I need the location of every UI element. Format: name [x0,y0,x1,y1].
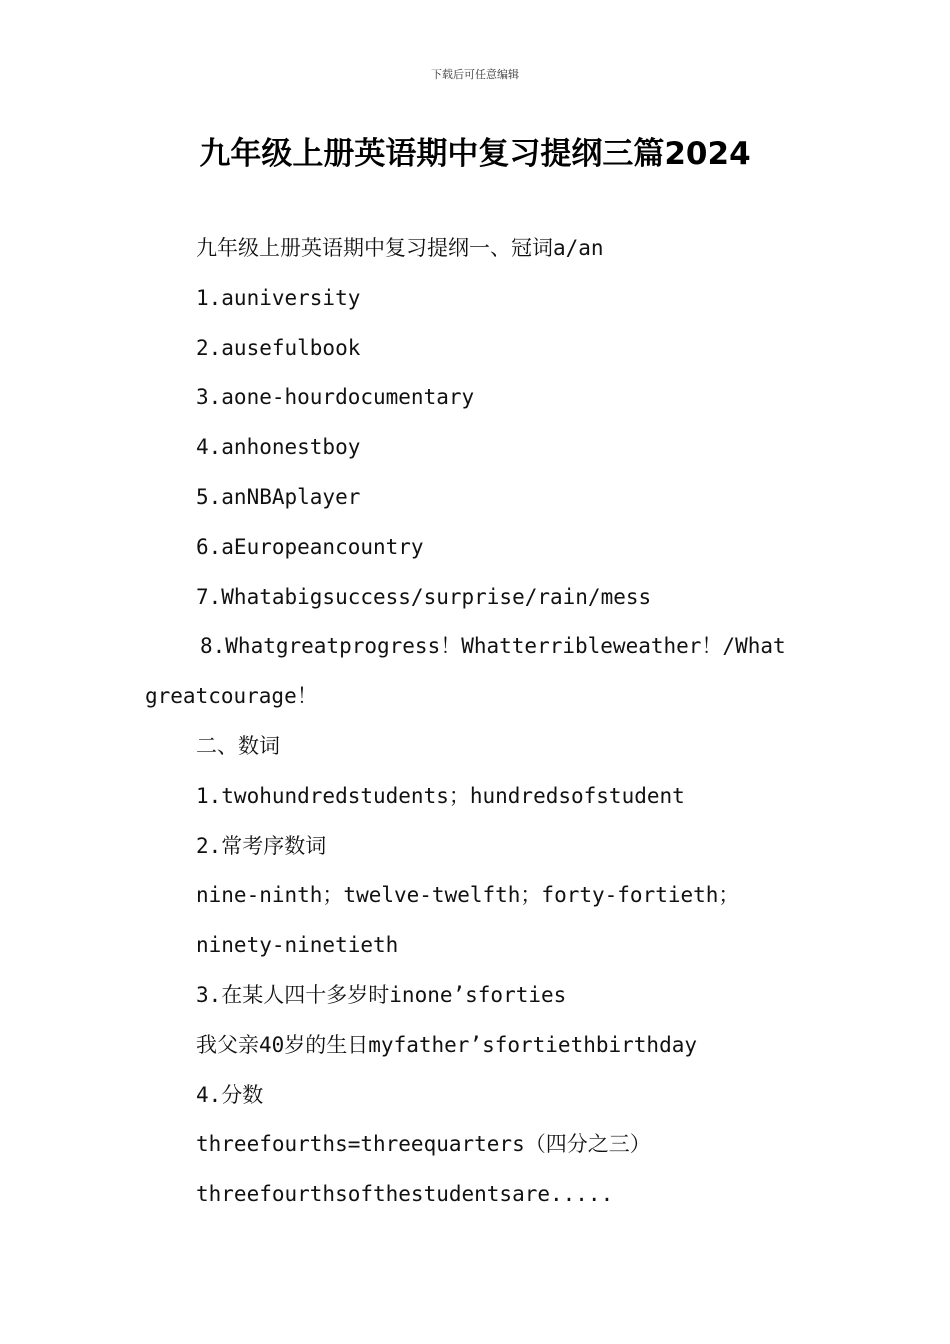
text-line: 8.Whatgreatprogress！Whatterribleweather！/What [200,634,786,659]
text-line: 3.在某人四十多岁时inone’sforties [196,982,567,1007]
text-line: greatcourage！ [145,684,318,709]
text-line: nine-ninth；twelve-twelfth；forty-fortieth； [196,883,740,908]
text-line: 2.ausefulbook [196,335,361,360]
document-title: 九年级上册英语期中复习提纲三篇2024 [199,136,751,172]
text-line: ninety-ninetieth [196,933,399,958]
text-line: 1.auniversity [196,285,361,310]
text-line: 6.aEuropeancountry [196,534,424,559]
text-line: 4.分数 [196,1082,264,1107]
text-line: 3.aone-hourdocumentary [196,385,475,410]
text-line: 5.anNBAplayer [196,484,361,509]
text-line: 1.twohundredstudents；hundredsofstudent [196,783,685,808]
text-line: threefourths=threequarters（四分之三） [196,1132,651,1157]
text-line: threefourthsofthestudentsare..... [196,1182,614,1207]
text-line: 2.常考序数词 [196,833,327,858]
text-line: 7.Whatabigsuccess/surprise/rain/mess [196,584,652,609]
header-note: 下载后可任意编辑 [431,68,519,81]
text-line: 4.anhonestboy [196,435,361,460]
section-heading: 二、数词 [196,733,280,758]
text-line: 九年级上册英语期中复习提纲一、冠词a/an [196,236,604,260]
text-line: 我父亲40岁的生日myfather’sfortiethbirthday [196,1032,698,1057]
document-body [145,228,815,1224]
